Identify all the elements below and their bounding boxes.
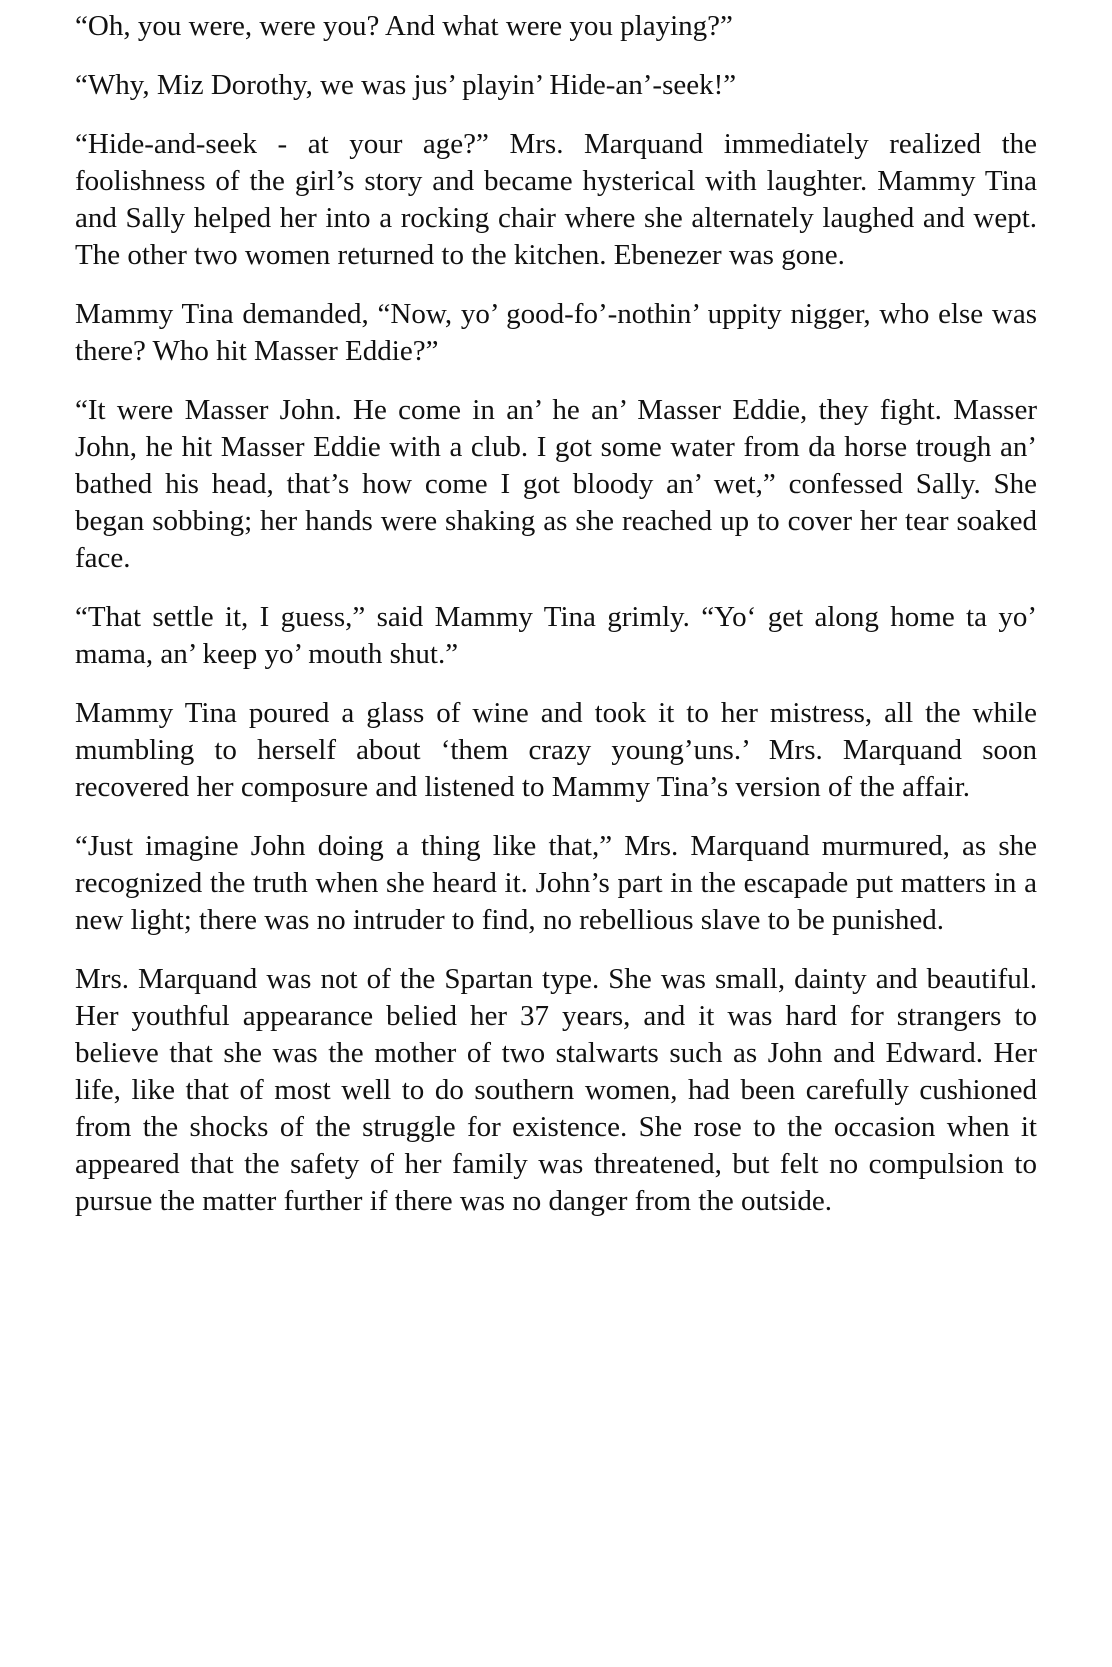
paragraph-4: Mammy Tina demanded, “Now, yo’ good-fo’-nothin’ uppity nigger, who else was there? Who hit Masser Eddie?” <box>75 298 1037 367</box>
paragraph-1: “Oh, you were, were you? And what were you playing?” <box>75 10 733 42</box>
paragraph-5: “It were Masser John. He come in an’ he an’ Masser Eddie, they fight. Masser John, he hit Masser Eddie with a club. I got some water from da horse trough an’ bathed his head, that’s how come I got bloody an’ wet,” confessed Sally. She began sobbing; her hands were shaking as she reached up to cover her tear soaked face. <box>75 394 1037 574</box>
paragraph-7: Mammy Tina poured a glass of wine and took it to her mistress, all the while mumbling to herself about ‘them crazy young’uns.’ Mrs. Marquand soon recovered her composure and listened to Mammy Tina’s version of the affair. <box>75 697 1037 803</box>
paragraph-6: “That settle it, I guess,” said Mammy Tina grimly. “Yo‘ get along home ta yo’ mama, an’ keep yo’ mouth shut.” <box>75 601 1037 670</box>
paragraph-9: Mrs. Marquand was not of the Spartan type. She was small, dainty and beautiful. Her youthful appearance belied her 37 years, and it was hard for strangers to believe that she was the mother of two stalwarts such as John and Edward. Her life, like that of most well to do southern women, had been carefully cushioned from the shocks of the struggle for existence. She rose to the occasion when it appeared that the safety of her family was threatened, but felt no compulsion to pursue the matter further if there was no danger from the outside. <box>75 963 1037 1217</box>
paragraph-8: “Just imagine John doing a thing like that,” Mrs. Marquand murmured, as she recognized the truth when she heard it. John’s part in the escapade put matters in a new light; there was no intruder to find, no rebellious slave to be punished. <box>75 830 1037 936</box>
paragraph-3: “Hide-and-seek - at your age?” Mrs. Marquand immediately realized the foolishness of the girl’s story and became hysterical with laughter. Mammy Tina and Sally helped her into a rocking chair where she alternately laughed and wept. The other two women returned to the kitchen. Ebenezer was gone. <box>75 128 1037 271</box>
document-page <box>75 8 1037 1242</box>
paragraph-2: “Why, Miz Dorothy, we was jus’ playin’ Hide-an’-seek!” <box>75 69 737 101</box>
